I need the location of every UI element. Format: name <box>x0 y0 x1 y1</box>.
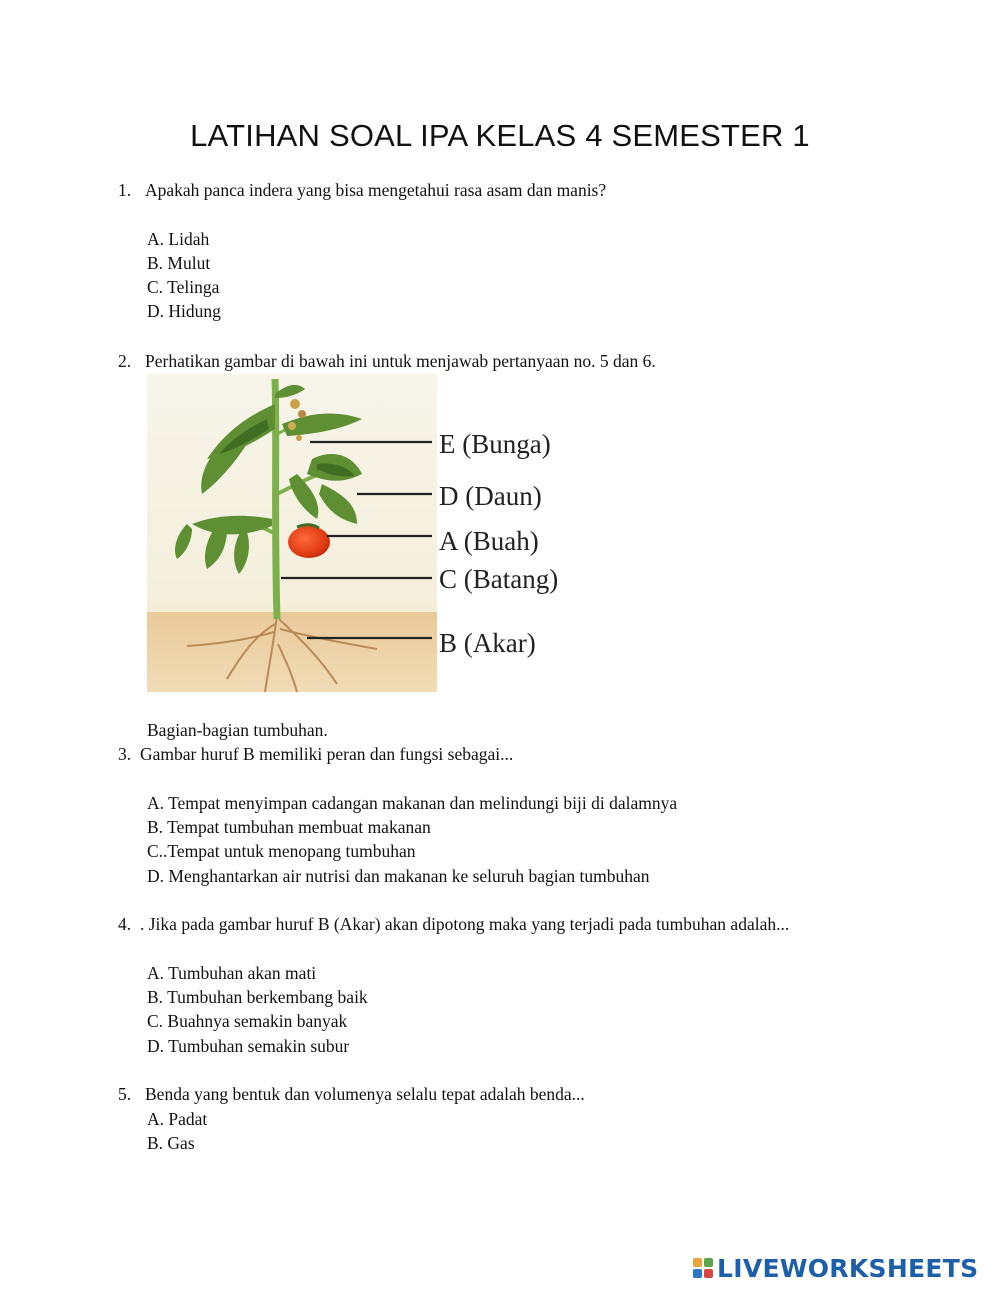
option-4c[interactable]: C. Buahnya semakin banyak <box>147 1011 348 1031</box>
worksheet-title: LATIHAN SOAL IPA KELAS 4 SEMESTER 1 <box>190 118 810 153</box>
option-1a[interactable]: A. Lidah <box>147 229 210 249</box>
soil <box>147 612 437 692</box>
option-4d[interactable]: D. Tumbuhan semakin subur <box>147 1036 350 1056</box>
option-4b[interactable]: B. Tumbuhan berkembang baik <box>147 987 368 1007</box>
label-daun: D (Daun) <box>439 481 542 511</box>
label-akar: B (Akar) <box>439 628 536 658</box>
option-5a[interactable]: A. Padat <box>147 1109 208 1129</box>
label-bunga: E (Bunga) <box>439 429 551 459</box>
question-number: 4. <box>118 914 132 934</box>
question-text: Benda yang bentuk dan volumenya selalu tepat adalah benda... <box>145 1084 585 1104</box>
option-3a[interactable]: A. Tempat menyimpan cadangan makanan dan melindungi biji di dalamnya <box>147 793 678 813</box>
question-text: . Jika pada gambar huruf B (Akar) akan dipotong maka yang terjadi pada tumbuhan adalah... <box>140 914 790 934</box>
question-2 <box>118 350 656 372</box>
liveworksheets-mark-icon <box>693 1258 713 1278</box>
brand-name: LIVEWORKSHEETS <box>717 1253 979 1283</box>
figure-caption: Bagian-bagian tumbuhan. <box>147 720 328 740</box>
option-5b[interactable]: B. Gas <box>147 1133 195 1153</box>
liveworksheets-logo <box>693 1253 978 1283</box>
question-number: 2. <box>118 351 132 371</box>
tomato-fruit <box>288 526 330 558</box>
plant-parts-figure <box>147 374 567 694</box>
option-3b[interactable]: B. Tempat tumbuhan membuat makanan <box>147 817 431 837</box>
option-4a[interactable]: A. Tumbuhan akan mati <box>147 963 317 983</box>
label-buah: A (Buah) <box>439 526 539 556</box>
label-batang: C (Batang) <box>439 564 559 594</box>
question-number: 5. <box>118 1084 132 1104</box>
option-3d[interactable]: D. Menghantarkan air nutrisi dan makanan ke seluruh bagian tumbuhan <box>147 866 650 886</box>
question-text: Apakah panca indera yang bisa mengetahui rasa asam dan manis? <box>145 180 607 200</box>
question-number: 3. <box>118 744 132 764</box>
plant-illustration <box>147 374 567 694</box>
option-1b[interactable]: B. Mulut <box>147 253 211 273</box>
question-1 <box>118 179 606 201</box>
option-3c[interactable]: C..Tempat untuk menopang tumbuhan <box>147 841 416 861</box>
question-text: Perhatikan gambar di bawah ini untuk menjawab pertanyaan no. 5 dan 6. <box>145 351 656 371</box>
option-1c[interactable]: C. Telinga <box>147 277 220 297</box>
question-text: Gambar huruf B memiliki peran dan fungsi sebagai... <box>140 744 514 764</box>
question-4 <box>118 913 789 935</box>
question-5 <box>118 1083 585 1105</box>
option-1d[interactable]: D. Hidung <box>147 301 221 321</box>
question-3 <box>118 743 513 765</box>
stem <box>275 379 277 619</box>
question-number: 1. <box>118 180 132 200</box>
